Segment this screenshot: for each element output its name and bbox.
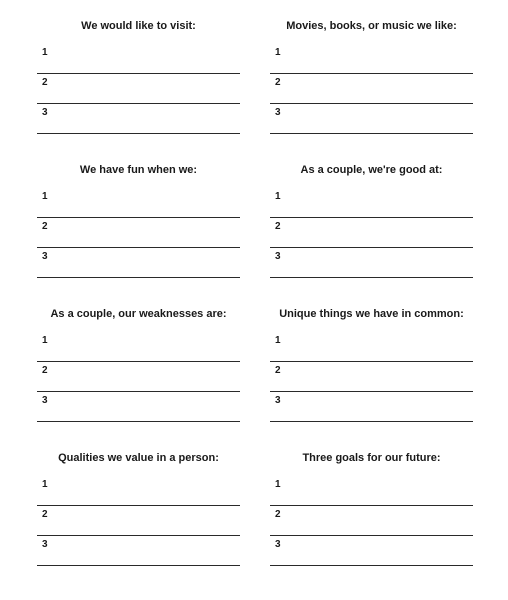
row-number: 2 xyxy=(42,509,48,520)
row-number: 1 xyxy=(42,479,48,490)
write-line xyxy=(270,133,473,134)
row-number: 1 xyxy=(42,335,48,346)
entry-row-2[interactable] xyxy=(270,362,473,392)
row-number: 3 xyxy=(275,251,281,262)
entry-row-3[interactable] xyxy=(270,104,473,134)
row-number: 3 xyxy=(42,539,48,550)
write-line xyxy=(270,421,473,422)
write-line xyxy=(270,277,473,278)
section-title: Movies, books, or music we like: xyxy=(286,20,457,32)
row-number: 2 xyxy=(275,365,281,376)
entry-row-2[interactable] xyxy=(270,506,473,536)
entry-row-3[interactable] xyxy=(270,392,473,422)
entry-row-1[interactable] xyxy=(37,476,240,506)
entry-row-1[interactable] xyxy=(37,188,240,218)
row-number: 1 xyxy=(275,191,281,202)
row-number: 2 xyxy=(42,77,48,88)
row-number: 3 xyxy=(275,107,281,118)
write-line xyxy=(37,421,240,422)
entry-row-3[interactable] xyxy=(37,248,240,278)
entry-row-3[interactable] xyxy=(37,536,240,566)
section-title: As a couple, we're good at: xyxy=(300,164,443,176)
entry-row-3[interactable] xyxy=(270,248,473,278)
entry-row-2[interactable] xyxy=(270,74,473,104)
write-line xyxy=(37,277,240,278)
row-number: 2 xyxy=(42,221,48,232)
entry-row-3[interactable] xyxy=(37,104,240,134)
row-number: 2 xyxy=(275,509,281,520)
entry-row-1[interactable] xyxy=(270,476,473,506)
row-number: 3 xyxy=(42,251,48,262)
write-line xyxy=(37,565,240,566)
entry-row-1[interactable] xyxy=(37,44,240,74)
entry-row-1[interactable] xyxy=(270,332,473,362)
section-title: As a couple, our weaknesses are: xyxy=(50,308,227,320)
row-number: 1 xyxy=(275,47,281,58)
entry-row-1[interactable] xyxy=(270,188,473,218)
write-line xyxy=(37,133,240,134)
row-number: 1 xyxy=(42,191,48,202)
row-number: 3 xyxy=(275,539,281,550)
row-number: 3 xyxy=(42,395,48,406)
row-number: 3 xyxy=(42,107,48,118)
entry-row-2[interactable] xyxy=(270,218,473,248)
row-number: 1 xyxy=(42,47,48,58)
write-line xyxy=(270,565,473,566)
row-number: 3 xyxy=(275,395,281,406)
row-number: 2 xyxy=(42,365,48,376)
row-number: 1 xyxy=(275,335,281,346)
entry-row-3[interactable] xyxy=(270,536,473,566)
entry-row-1[interactable] xyxy=(37,332,240,362)
section-title: We would like to visit: xyxy=(81,20,196,32)
section-title: Qualities we value in a person: xyxy=(58,452,219,464)
section-title: Unique things we have in common: xyxy=(279,308,464,320)
entry-row-1[interactable] xyxy=(270,44,473,74)
entry-row-2[interactable] xyxy=(37,218,240,248)
entry-row-2[interactable] xyxy=(37,362,240,392)
entry-row-2[interactable] xyxy=(37,506,240,536)
section-title: We have fun when we: xyxy=(79,164,198,176)
entry-row-3[interactable] xyxy=(37,392,240,422)
row-number: 2 xyxy=(275,77,281,88)
row-number: 2 xyxy=(275,221,281,232)
row-number: 1 xyxy=(275,479,281,490)
section-title: Three goals for our future: xyxy=(302,452,441,464)
entry-row-2[interactable] xyxy=(37,74,240,104)
